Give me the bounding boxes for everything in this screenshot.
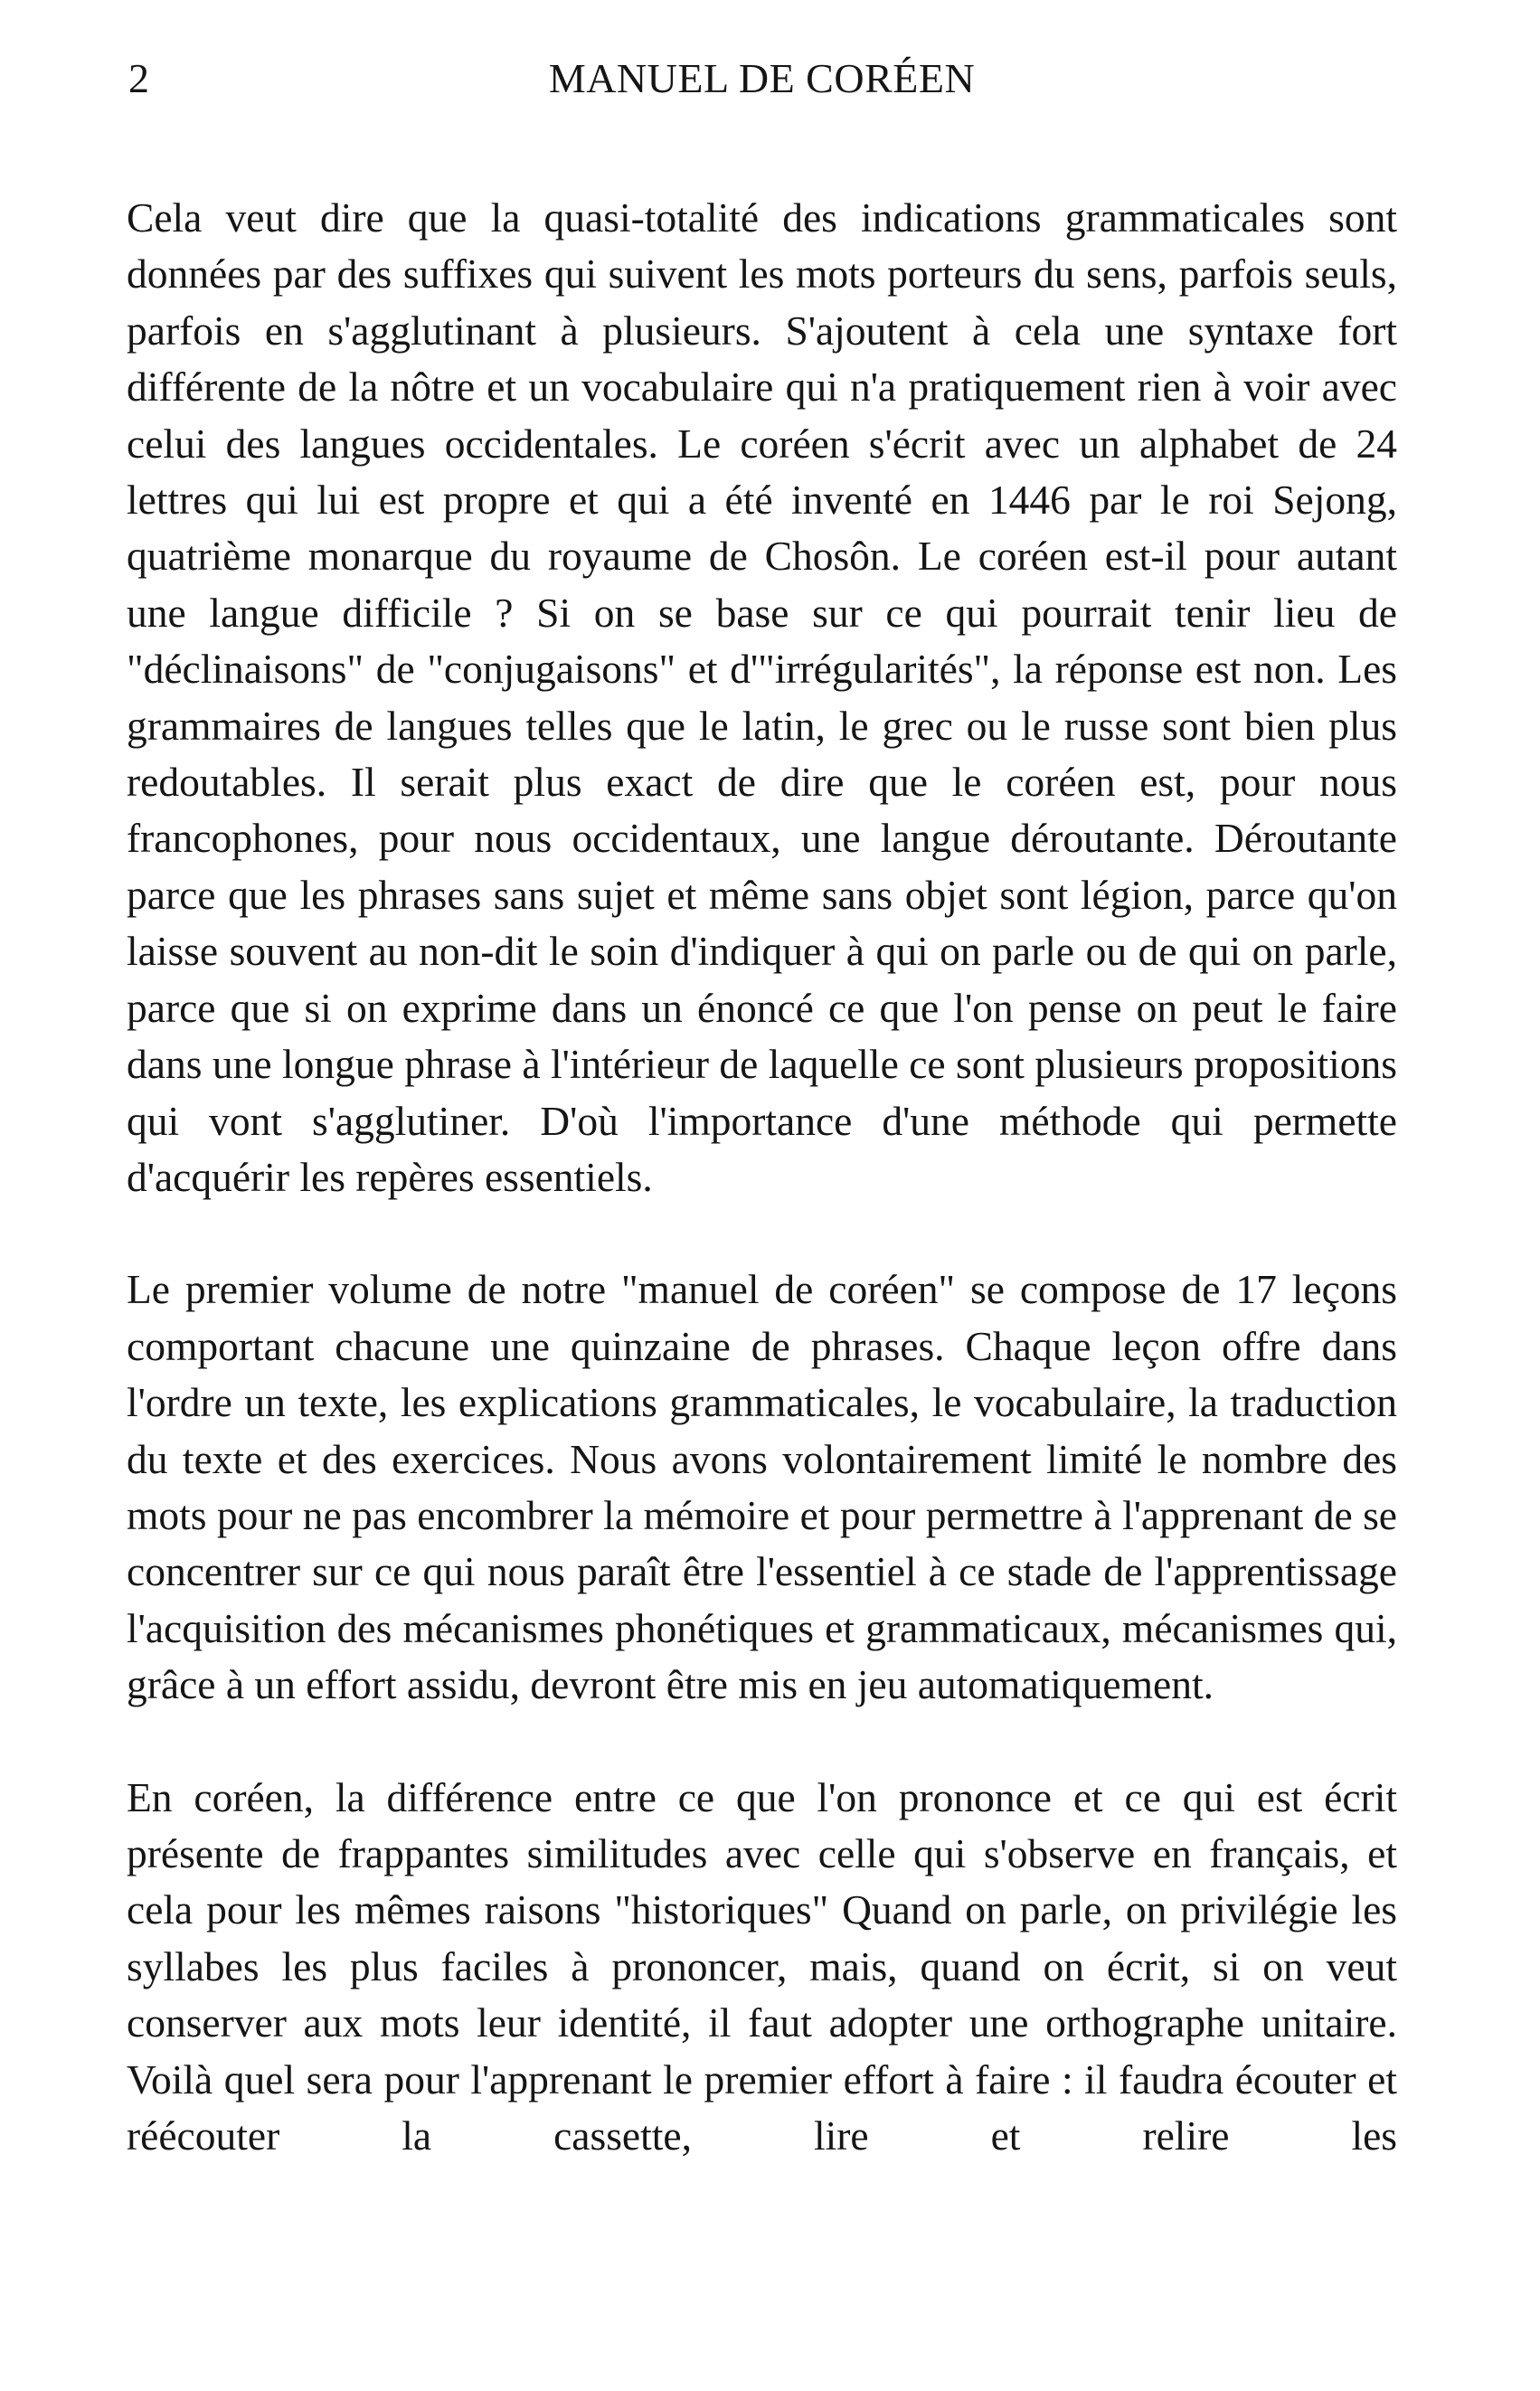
running-title: MANUEL DE CORÉEN [548, 55, 976, 101]
paragraph-2: Le premier volume de notre "manuel de coréen" se compose de 17 leçons comportant chacune une quinzaine de phrases. Chaque leçon offre dans l'ordre un texte, les explications grammaticales, le vocabulaire, la traduction du texte et des exercices. Nous avons volontairement limité le nombre des mots pour ne pas encombrer la mémoire et pour permettre à l'apprenant de se concentrer sur ce qui nous paraît être l'essentiel à ce stade de l'apprentissage l'acquisition des mécanismes phonétiques et grammaticaux, mécanismes qui, grâce à un effort assidu, devront être mis en jeu automatiquement. [127, 1266, 1397, 1708]
paragraph-3: En coréen, la différence entre ce que l'on prononce et ce qui est écrit présente de frappantes similitudes avec celle qui s'observe en français, et cela pour les mêmes raisons "historiques" Quand on parle, on privilégie les syllabes les plus faciles à prononcer, mais, quand on écrit, si on veut conserver aux mots leur identité, il faut adopter une orthographe unitaire. Voilà quel sera pour l'apprenant le premier effort à faire : il faudra écouter et réécouter la cassette, lire et relire les [127, 1773, 1397, 2159]
page-number: 2 [128, 55, 149, 101]
paragraph-1: Cela veut dire que la quasi-totalité des indications grammaticales sont données par des suffixes qui suivent les mots porteurs du sens, parfois seuls, parfois en s'agglutinant à plusieurs. S'ajoutent à cela une syntaxe fort différente de la nôtre et un vocabulaire qui n'a pratiquement rien à voir avec celui des langues occidentales. Le coréen s'écrit avec un alphabet de 24 lettres qui lui est propre et qui a été inventé en 1446 par le roi Sejong, quatrième monarque du royaume de Chosôn. Le coréen est-il pour autant une langue difficile ? Si on se base sur ce qui pourrait tenir lieu de "déclinaisons" de "conjugaisons" et d'"irrégularités", la réponse est non. Les grammaires de langues telles que le latin, le grec ou le russe sont bien plus redoutables. Il serait plus exact de dire que le coréen est, pour nous francophones, pour nous occidentaux, une langue déroutante. Déroutante parce que les phrases sans sujet et même sans objet sont légion, parce qu'on laisse souvent au non-dit le soin d'indiquer à qui on parle ou de qui on parle, parce que si on exprime dans un énoncé ce que l'on pense on peut le faire dans une longue phrase à l'intérieur de laquelle ce sont plusieurs propositions qui vont s'agglutiner. D'où l'importance d'une méthode qui permette d'acquérir les repères essentiels. [127, 194, 1397, 1200]
body-text [127, 190, 1397, 2164]
page-header [127, 47, 1397, 110]
